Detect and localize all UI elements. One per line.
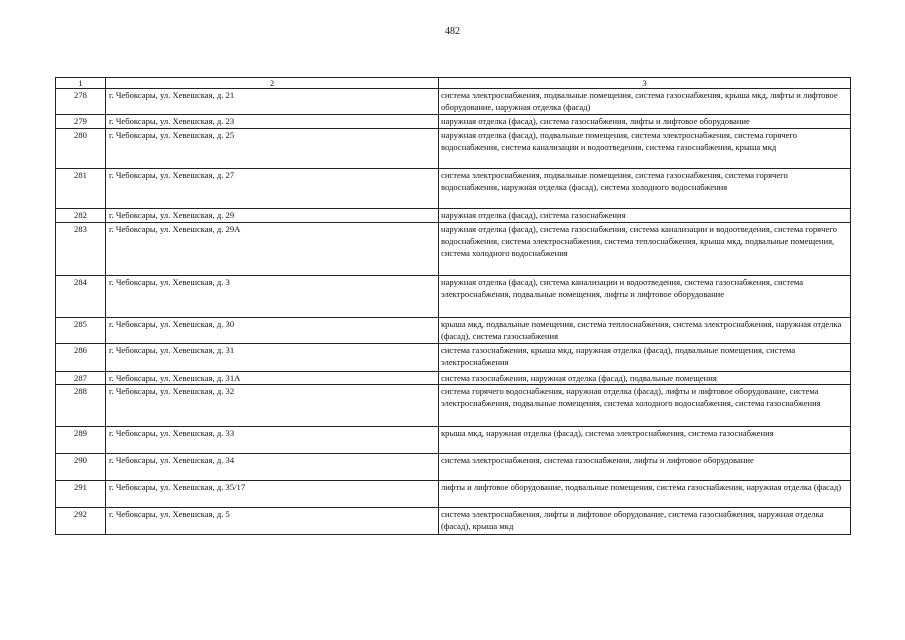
row-systems: система горячего водоснабжения, наружная отделка (фасад), лифты и лифтовое оборудование, система электроснабжения, подвальные помещения, система холодного водоснабжения, система газоснабжения xyxy=(439,385,851,427)
row-number: 286 xyxy=(56,344,106,372)
table-row xyxy=(56,481,851,508)
row-number: 282 xyxy=(56,209,106,223)
table-row xyxy=(56,372,851,385)
row-address: г. Чебоксары, ул. Хевешская, д. 23 xyxy=(106,115,439,129)
row-number: 288 xyxy=(56,385,106,427)
row-address: г. Чебоксары, ул. Хевешская, д. 34 xyxy=(106,454,439,481)
row-number: 281 xyxy=(56,169,106,209)
row-systems: система электроснабжения, подвальные помещения, система газоснабжения, крыша мкд, лифты и лифтовое оборудование, наружная отделка (фасад) xyxy=(439,89,851,115)
row-systems: система электроснабжения, подвальные помещения, система газоснабжения, система горячего водоснабжения, наружная отделка (фасад), система холодного водоснабжения xyxy=(439,169,851,209)
row-systems: наружная отделка (фасад), система газоснабжения xyxy=(439,209,851,223)
row-number: 278 xyxy=(56,89,106,115)
table-header-row xyxy=(56,78,851,89)
row-systems: крыша мкд, подвальные помещения, система теплоснабжения, система электроснабжения, наружная отделка (фасад), система газоснабжения xyxy=(439,318,851,344)
table-row xyxy=(56,508,851,535)
row-address: г. Чебоксары, ул. Хевешская, д. 31 xyxy=(106,344,439,372)
row-systems: наружная отделка (фасад), система газоснабжения, лифты и лифтовое оборудование xyxy=(439,115,851,129)
row-number: 284 xyxy=(56,276,106,318)
buildings-table xyxy=(55,77,851,535)
column-header-systems: 3 xyxy=(439,78,851,89)
row-address: г. Чебоксары, ул. Хевешская, д. 25 xyxy=(106,129,439,169)
table-row xyxy=(56,318,851,344)
row-address: г. Чебоксары, ул. Хевешская, д. 29А xyxy=(106,223,439,276)
row-address: г. Чебоксары, ул. Хевешская, д. 31А xyxy=(106,372,439,385)
row-number: 283 xyxy=(56,223,106,276)
row-number: 279 xyxy=(56,115,106,129)
row-address: г. Чебоксары, ул. Хевешская, д. 30 xyxy=(106,318,439,344)
table-row xyxy=(56,223,851,276)
column-header-address: 2 xyxy=(106,78,439,89)
row-address: г. Чебоксары, ул. Хевешская, д. 3 xyxy=(106,276,439,318)
row-address: г. Чебоксары, ул. Хевешская, д. 29 xyxy=(106,209,439,223)
row-systems: система газоснабжения, наружная отделка (фасад), подвальные помещения xyxy=(439,372,851,385)
table-row xyxy=(56,276,851,318)
row-number: 285 xyxy=(56,318,106,344)
table-row xyxy=(56,169,851,209)
table-row xyxy=(56,427,851,454)
table-row xyxy=(56,454,851,481)
row-systems: наружная отделка (фасад), система канализации и водоотведения, система газоснабжения, система электроснабжения, подвальные помещения, лифты и лифтовое оборудование xyxy=(439,276,851,318)
row-number: 289 xyxy=(56,427,106,454)
row-address: г. Чебоксары, ул. Хевешская, д. 32 xyxy=(106,385,439,427)
row-systems: лифты и лифтовое оборудование, подвальные помещения, система газоснабжения, наружная отделка (фасад) xyxy=(439,481,851,508)
table-row xyxy=(56,129,851,169)
row-systems: система газоснабжения, крыша мкд, наружная отделка (фасад), подвальные помещения, система электроснабжения xyxy=(439,344,851,372)
row-address: г. Чебоксары, ул. Хевешская, д. 21 xyxy=(106,89,439,115)
row-systems: крыша мкд, наружная отделка (фасад), система электроснабжения, система газоснабжения xyxy=(439,427,851,454)
row-address: г. Чебоксары, ул. Хевешская, д. 5 xyxy=(106,508,439,535)
row-systems: система электроснабжения, лифты и лифтовое оборудование, система газоснабжения, наружная отделка (фасад), крыша мкд xyxy=(439,508,851,535)
row-systems: наружная отделка (фасад), подвальные помещения, система электроснабжения, система горячего водоснабжения, система канализации и водоотведения, система газоснабжения, крыша мкд xyxy=(439,129,851,169)
table-row xyxy=(56,209,851,223)
table-row xyxy=(56,89,851,115)
row-address: г. Чебоксары, ул. Хевешская, д. 33 xyxy=(106,427,439,454)
row-number: 290 xyxy=(56,454,106,481)
row-number: 287 xyxy=(56,372,106,385)
page-number: 482 xyxy=(445,26,460,37)
row-number: 280 xyxy=(56,129,106,169)
row-systems: наружная отделка (фасад), система газоснабжения, система канализации и водоотведения, система горячего водоснабжения, система электроснабжения, система теплоснабжения, крыша мкд, подвальные помещения, система холодного водоснабжения xyxy=(439,223,851,276)
row-address: г. Чебоксары, ул. Хевешская, д. 27 xyxy=(106,169,439,209)
table-row xyxy=(56,344,851,372)
row-number: 291 xyxy=(56,481,106,508)
table-row xyxy=(56,115,851,129)
table-row xyxy=(56,385,851,427)
row-systems: система электроснабжения, система газоснабжения, лифты и лифтовое оборудование xyxy=(439,454,851,481)
row-address: г. Чебоксары, ул. Хевешская, д. 35/17 xyxy=(106,481,439,508)
row-number: 292 xyxy=(56,508,106,535)
column-header-number: 1 xyxy=(56,78,106,89)
